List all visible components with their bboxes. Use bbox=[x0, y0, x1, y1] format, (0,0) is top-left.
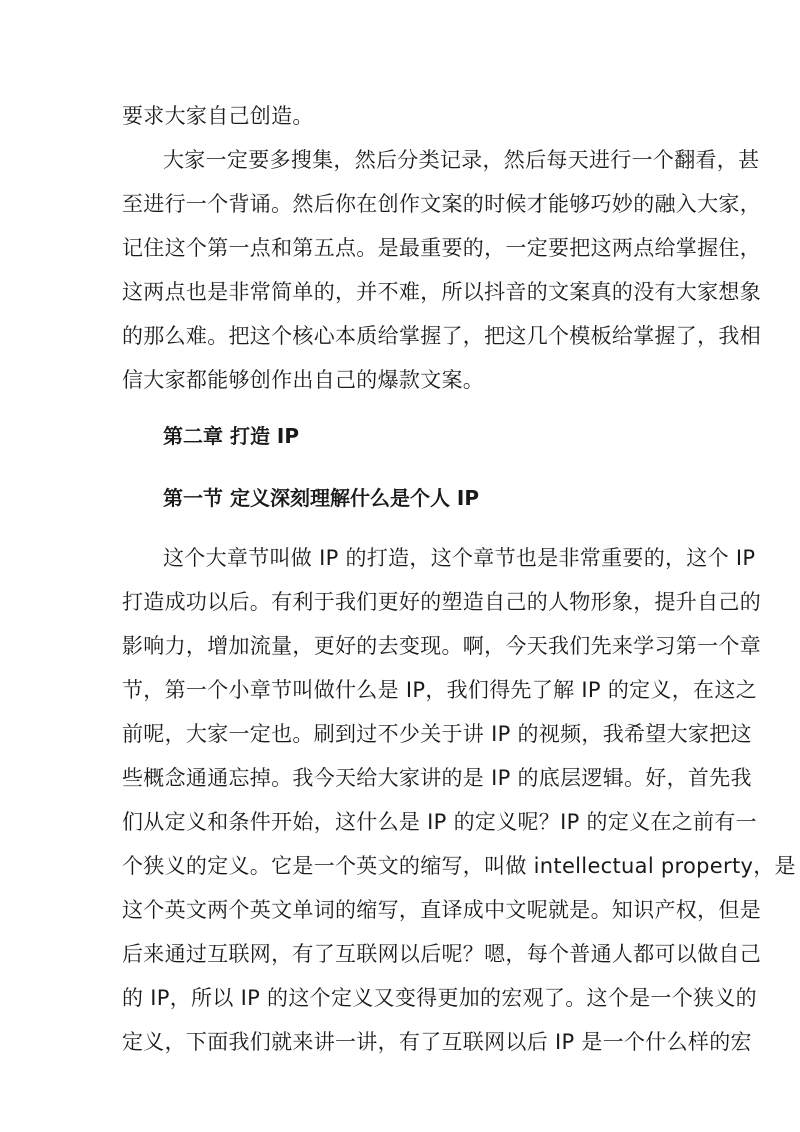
chapter-heading: 第二章 打造 IP bbox=[163, 424, 300, 448]
text-line: 记住这个第一点和第五点。是最重要的，一定要把这两点给掌握住， bbox=[122, 236, 761, 260]
text-line: 后来通过互联网，有了互联网以后呢？嗯，每个普通人都可以做自己 bbox=[122, 942, 761, 966]
text-line: 至进行一个背诵。然后你在创作文案的时候才能够巧妙的融入大家， bbox=[122, 192, 761, 216]
text-line: 些概念通通忘掉。我今天给大家讲的是 IP 的底层逻辑。好，首先我 bbox=[122, 766, 752, 790]
text-line: 节，第一个小章节叫做什么是 IP，我们得先了解 IP 的定义，在这之 bbox=[122, 678, 757, 702]
text-line: 打造成功以后。有利于我们更好的塑造自己的人物形象，提升自己的 bbox=[122, 590, 761, 614]
text-line: 们从定义和条件开始，这什么是 IP 的定义呢？IP 的定义在之前有一 bbox=[122, 810, 757, 834]
text-line: 前呢，大家一定也。刷到过不少关于讲 IP 的视频，我希望大家把这 bbox=[122, 722, 752, 746]
section-heading: 第一节 定义深刻理解什么是个人 IP bbox=[163, 486, 480, 510]
text-line: 定义，下面我们就来讲一讲，有了互联网以后 IP 是一个什么样的宏 bbox=[122, 1030, 752, 1054]
text-line: 的 IP，所以 IP 的这个定义又变得更加的宏观了。这个是一个狭义的 bbox=[122, 986, 757, 1010]
text-line: 的那么难。把这个核心本质给掌握了，把这几个模板给掌握了，我相 bbox=[122, 324, 761, 348]
text-line: 大家一定要多搜集，然后分类记录，然后每天进行一个翻看，甚 bbox=[163, 148, 760, 172]
text-line: 影响力，增加流量，更好的去变现。啊，今天我们先来学习第一个章 bbox=[122, 634, 761, 658]
text-line: 这两点也是非常简单的，并不难，所以抖音的文案真的没有大家想象 bbox=[122, 280, 761, 304]
text-line: 这个英文两个英文单词的缩写，直译成中文呢就是。知识产权，但是 bbox=[122, 898, 761, 922]
text-line: 这个大章节叫做 IP 的打造，这个章节也是非常重要的，这个 IP bbox=[163, 546, 756, 570]
text-line: 个狭义的定义。它是一个英文的缩写，叫做 intellectual property，是 bbox=[122, 854, 796, 878]
text-line: 信大家都能够创作出自己的爆款文案。 bbox=[122, 368, 485, 392]
text-line: 要求大家自己创造。 bbox=[122, 104, 314, 128]
